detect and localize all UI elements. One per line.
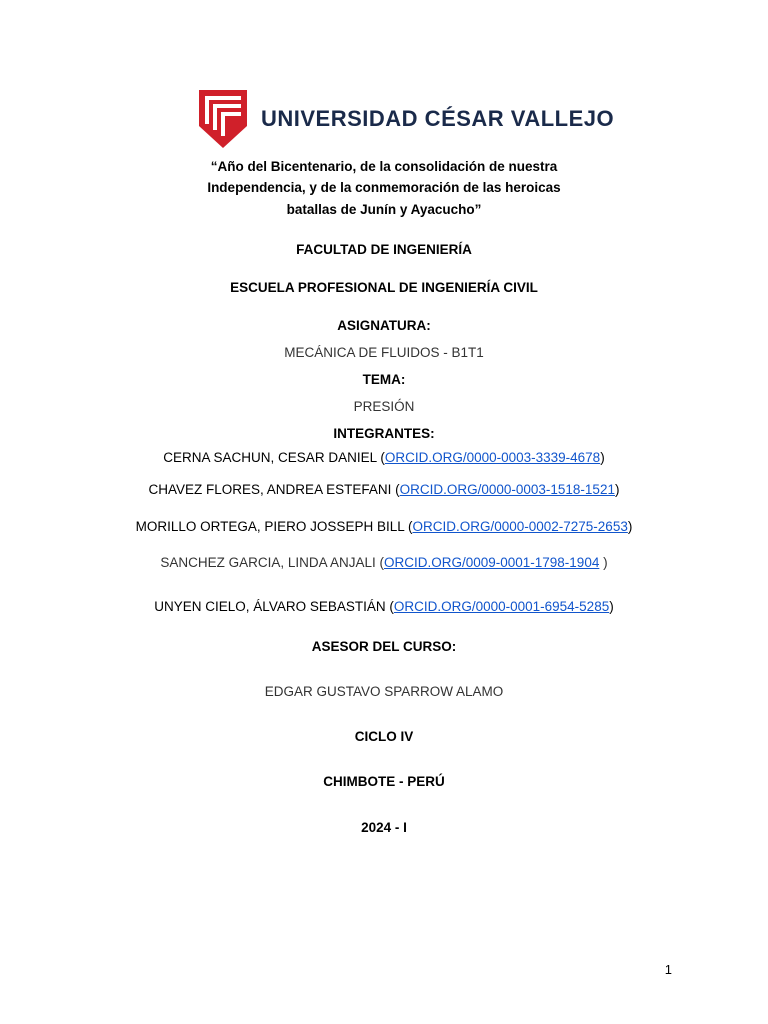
university-name: UNIVERSIDAD CÉSAR VALLEJO xyxy=(261,106,615,131)
motto-line-1: “Año del Bicentenario, de la consolidación de nuestra xyxy=(210,159,558,174)
school-heading: ESCUELA PROFESIONAL DE INGENIERÍA CIVIL xyxy=(230,280,538,295)
members-label: INTEGRANTES: xyxy=(333,426,435,441)
member-close-paren: ) xyxy=(600,450,605,465)
faculty-heading: FACULTAD DE INGENIERÍA xyxy=(296,242,472,257)
advisor-label: ASESOR DEL CURSO: xyxy=(311,639,457,654)
orcid-link[interactable]: ORCID.ORG/0000-0001-6954-5285 xyxy=(393,599,610,614)
orcid-link[interactable]: ORCID.ORG/0000-0002-7275-2653 xyxy=(412,519,628,534)
subject-value: MECÁNICA DE FLUIDOS - B1T1 xyxy=(284,345,484,360)
page-number: 1 xyxy=(664,962,672,977)
member-name: MORILLO ORTEGA, PIERO JOSSEPH BILL ( xyxy=(135,519,413,534)
member-name: UNYEN CIELO, ÁLVARO SEBASTIÁN ( xyxy=(154,599,394,614)
member-name: SANCHEZ GARCIA, LINDA ANJALI ( xyxy=(160,555,384,570)
year-heading: 2024 - I xyxy=(361,820,407,835)
university-logo xyxy=(195,86,615,150)
location-heading: CHIMBOTE - PERÚ xyxy=(323,774,445,789)
topic-value: PRESIÓN xyxy=(353,399,415,414)
member-name: CHAVEZ FLORES, ANDREA ESTEFANI ( xyxy=(148,482,400,497)
member-close-paren: ) xyxy=(627,519,633,534)
cycle-heading: CICLO IV xyxy=(354,729,414,744)
subject-label: ASIGNATURA: xyxy=(337,318,431,333)
member-row xyxy=(0,554,768,572)
member-row xyxy=(0,518,768,536)
member-close-paren: ) xyxy=(614,482,620,497)
member-name: CERNA SACHUN, CESAR DANIEL ( xyxy=(163,450,385,465)
topic-label: TEMA: xyxy=(362,372,406,387)
orcid-link[interactable]: ORCID.ORG/0009-0001-1798-1904 xyxy=(383,555,600,570)
orcid-link[interactable]: ORCID.ORG/0000-0003-1518-1521 xyxy=(399,482,615,497)
advisor-value: EDGAR GUSTAVO SPARROW ALAMO xyxy=(264,684,504,699)
member-row xyxy=(0,481,768,499)
university-shield-icon xyxy=(195,86,251,150)
member-row xyxy=(0,449,768,467)
member-row xyxy=(0,598,768,616)
orcid-link[interactable]: ORCID.ORG/0000-0003-3339-4678 xyxy=(384,450,601,465)
member-close-paren: ) xyxy=(599,555,608,570)
motto-line-3: batallas de Junín y Ayacucho” xyxy=(286,202,482,217)
member-close-paren: ) xyxy=(609,599,614,614)
motto-line-2: Independencia, y de la conmemoración de las heroicas xyxy=(207,180,561,195)
